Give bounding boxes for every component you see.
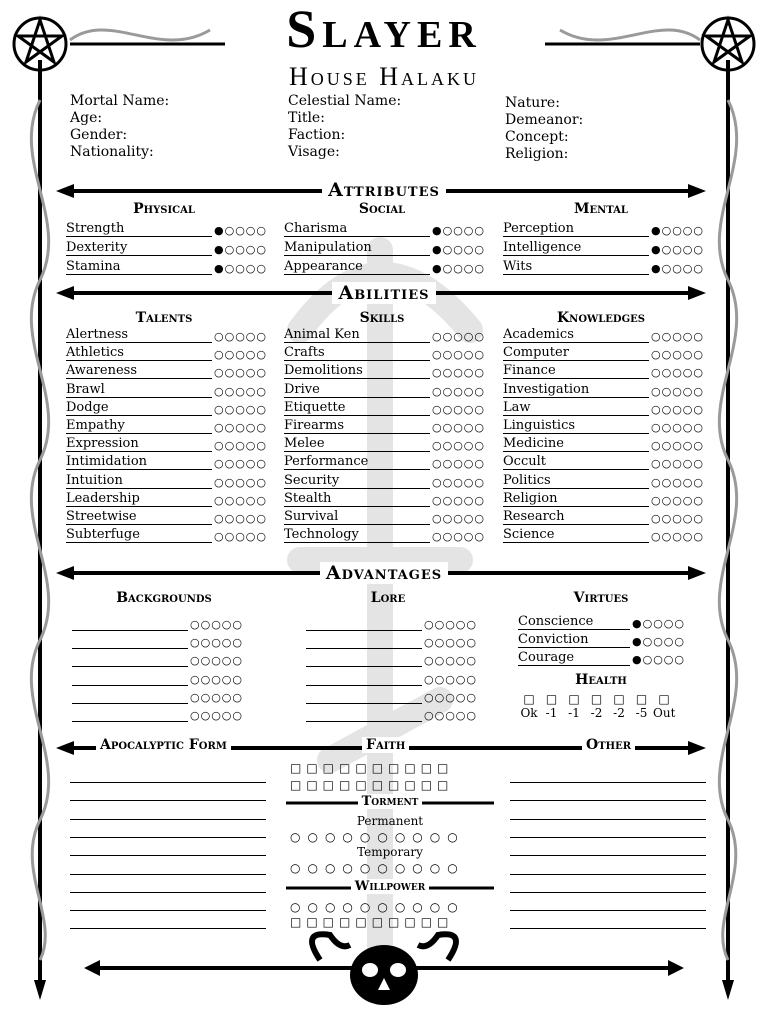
ability-drive-dots[interactable]: ○○○○○ xyxy=(432,384,485,398)
apocalyptic-form-line[interactable] xyxy=(70,874,266,875)
ability-etiquette-label: Etiquette xyxy=(284,401,430,416)
other-line[interactable] xyxy=(510,782,706,783)
ability-religion xyxy=(503,492,704,510)
attribute-strength xyxy=(66,222,267,240)
ability-animal-ken xyxy=(284,328,485,346)
health-checkbox[interactable]: □ xyxy=(613,692,625,706)
ability-brawl xyxy=(66,383,267,401)
ability-occult-dots[interactable]: ○○○○○ xyxy=(651,457,704,471)
attribute-strength-dots[interactable]: ●○○○○ xyxy=(214,224,267,237)
virtue-conviction xyxy=(518,633,685,651)
virtue-conscience-label: Conscience xyxy=(518,615,630,630)
ability-etiquette-dots[interactable]: ○○○○○ xyxy=(432,402,485,416)
attribute-manipulation xyxy=(284,241,485,259)
attribute-intelligence xyxy=(503,241,704,259)
ability-religion-label: Religion xyxy=(503,492,649,507)
attribute-intelligence-dots[interactable]: ●○○○○ xyxy=(651,243,704,256)
ability-etiquette xyxy=(284,401,485,419)
health-level-label: -1 xyxy=(545,706,558,720)
health-level-label: -1 xyxy=(568,706,580,720)
ability-technology-label: Technology xyxy=(284,528,430,543)
ability-expression-dots[interactable]: ○○○○○ xyxy=(214,439,267,453)
ability-subterfuge-label: Subterfuge xyxy=(66,528,212,543)
other-line[interactable] xyxy=(510,910,706,911)
ability-survival-dots[interactable]: ○○○○○ xyxy=(432,512,485,525)
ability-stealth xyxy=(284,492,485,510)
ability-intimidation xyxy=(66,455,267,473)
virtue-courage-label: Courage xyxy=(518,651,630,666)
ability-politics-label: Politics xyxy=(503,474,649,489)
ability-intimidation-dots[interactable]: ○○○○○ xyxy=(214,457,267,471)
lore-dots[interactable]: ○○○○○ xyxy=(424,709,477,722)
torment-permanent-circles[interactable]: ○○○○○○○○○○ xyxy=(290,830,465,844)
ability-academics xyxy=(503,328,704,346)
ability-animal-ken-dots[interactable]: ○○○○○ xyxy=(432,330,485,343)
sheet-title: Slayer xyxy=(286,0,482,59)
ability-linguistics xyxy=(503,419,704,437)
virtues-heading: Virtues xyxy=(573,590,629,606)
ability-academics-label: Academics xyxy=(503,328,649,343)
talents-heading: Talents xyxy=(135,310,193,326)
health-checkbox[interactable]: □ xyxy=(590,692,603,706)
other-line[interactable] xyxy=(510,819,706,820)
ability-medicine xyxy=(503,437,704,455)
ability-intuition xyxy=(66,474,267,492)
attribute-charisma-label: Charisma xyxy=(284,222,430,237)
ability-medicine-label: Medicine xyxy=(503,437,649,452)
torment-temporary-circles[interactable]: ○○○○○○○○○○ xyxy=(290,861,465,875)
attribute-appearance xyxy=(284,260,485,278)
attribute-dexterity xyxy=(66,241,267,259)
attribute-dexterity-dots[interactable]: ●○○○○ xyxy=(214,243,267,256)
ability-animal-ken-label: Animal Ken xyxy=(284,328,430,343)
backgrounds-line[interactable] xyxy=(72,652,188,667)
ability-law-label: Law xyxy=(503,401,649,416)
ability-dodge-label: Dodge xyxy=(66,401,212,416)
ability-empathy-label: Empathy xyxy=(66,419,212,434)
ability-science xyxy=(503,528,704,546)
virtue-courage xyxy=(518,651,685,669)
ability-academics-dots[interactable]: ○○○○○ xyxy=(651,330,704,343)
ability-subterfuge-dots[interactable]: ○○○○○ xyxy=(214,530,267,544)
ability-research-label: Research xyxy=(503,510,649,525)
apocalyptic-form-line[interactable] xyxy=(70,892,266,893)
ability-performance xyxy=(284,455,485,473)
ability-demolitions-dots[interactable]: ○○○○○ xyxy=(432,366,485,380)
attribute-stamina-dots[interactable]: ●○○○○ xyxy=(214,262,267,275)
ability-alertness-dots[interactable]: ○○○○○ xyxy=(214,330,267,343)
concept-label: Concept: xyxy=(505,129,569,145)
backgrounds-dots[interactable]: ○○○○○ xyxy=(190,636,243,650)
other-line[interactable] xyxy=(510,892,706,893)
torment-heading: Torment xyxy=(286,794,494,809)
other-line[interactable] xyxy=(510,874,706,875)
ability-law-dots[interactable]: ○○○○○ xyxy=(651,402,704,416)
ability-alertness xyxy=(66,328,267,346)
attribute-charisma xyxy=(284,222,485,240)
health-level[interactable] xyxy=(653,692,675,720)
backgrounds-dots[interactable]: ○○○○○ xyxy=(190,672,243,686)
lore-line[interactable] xyxy=(306,634,422,649)
health-level[interactable] xyxy=(563,692,585,720)
ability-linguistics-dots[interactable]: ○○○○○ xyxy=(651,421,704,434)
ability-occult xyxy=(503,455,704,473)
attribute-stamina xyxy=(66,260,267,278)
ability-melee xyxy=(284,437,485,455)
other-heading: Other xyxy=(582,737,635,753)
ability-awareness xyxy=(66,364,267,382)
ability-brawl-label: Brawl xyxy=(66,383,212,398)
ability-crafts xyxy=(284,346,485,364)
info-column-3 xyxy=(505,95,583,163)
nationality-label: Nationality: xyxy=(70,144,154,160)
health-level-label: -5 xyxy=(635,706,648,720)
ability-expression-label: Expression xyxy=(66,437,212,452)
lore-heading: Lore xyxy=(370,590,406,606)
ability-linguistics-label: Linguistics xyxy=(503,419,649,434)
ability-drive-label: Drive xyxy=(284,383,430,398)
ability-technology-dots[interactable]: ○○○○○ xyxy=(432,530,485,544)
ability-crafts-dots[interactable]: ○○○○○ xyxy=(432,348,485,362)
ability-medicine-dots[interactable]: ○○○○○ xyxy=(651,439,704,453)
attribute-strength-label: Strength xyxy=(66,222,212,237)
health-level[interactable] xyxy=(586,692,608,720)
ability-dodge-dots[interactable]: ○○○○○ xyxy=(214,402,267,416)
ability-intuition-dots[interactable]: ○○○○○ xyxy=(214,475,267,489)
health-checkbox[interactable]: □ xyxy=(635,692,648,706)
attribute-appearance-label: Appearance xyxy=(284,260,430,275)
apocalyptic-form-line[interactable] xyxy=(70,819,266,820)
ability-firearms-dots[interactable]: ○○○○○ xyxy=(432,421,485,434)
gender-label: Gender: xyxy=(70,127,128,143)
attribute-stamina-label: Stamina xyxy=(66,260,212,275)
skills-heading: Skills xyxy=(359,310,405,326)
ability-science-label: Science xyxy=(503,528,649,543)
virtue-courage-dots[interactable]: ●○○○○ xyxy=(632,653,685,667)
backgrounds-dots[interactable]: ○○○○○ xyxy=(190,654,243,668)
info-column-1 xyxy=(70,93,169,161)
mental-heading: Mental xyxy=(574,201,628,217)
attribute-perception-dots[interactable]: ●○○○○ xyxy=(651,224,704,237)
ability-research-dots[interactable]: ○○○○○ xyxy=(651,512,704,525)
ability-awareness-label: Awareness xyxy=(66,364,212,379)
virtue-conscience-dots[interactable]: ●○○○○ xyxy=(632,617,685,630)
health-checkbox[interactable]: □ xyxy=(568,692,580,706)
ability-dodge xyxy=(66,401,267,419)
ability-awareness-dots[interactable]: ○○○○○ xyxy=(214,366,267,380)
ability-survival-label: Survival xyxy=(284,510,430,525)
ability-streetwise-label: Streetwise xyxy=(66,510,212,525)
ability-science-dots[interactable]: ○○○○○ xyxy=(651,530,704,544)
health-level-label: -2 xyxy=(590,706,603,720)
ability-drive xyxy=(284,383,485,401)
health-level[interactable] xyxy=(631,692,653,720)
ability-performance-dots[interactable]: ○○○○○ xyxy=(432,457,485,471)
lore-dots[interactable]: ○○○○○ xyxy=(424,672,477,686)
ability-intimidation-label: Intimidation xyxy=(66,455,212,470)
ability-alertness-label: Alertness xyxy=(66,328,212,343)
attribute-wits xyxy=(503,260,704,278)
ability-investigation-label: Investigation xyxy=(503,383,649,398)
ability-investigation-dots[interactable]: ○○○○○ xyxy=(651,384,704,398)
social-heading: Social xyxy=(358,201,406,217)
ability-subterfuge xyxy=(66,528,267,546)
willpower-temporary-boxes[interactable]: □□□□□□□□□□ xyxy=(290,915,454,929)
backgrounds-line[interactable] xyxy=(72,634,188,649)
ability-intuition-label: Intuition xyxy=(66,474,212,489)
ability-expression xyxy=(66,437,267,455)
ability-athletics-label: Athletics xyxy=(66,346,212,361)
backgrounds-dots[interactable]: ○○○○○ xyxy=(190,709,243,722)
health-checkbox[interactable]: □ xyxy=(545,692,558,706)
visage-label: Visage: xyxy=(288,144,340,160)
ability-finance-dots[interactable]: ○○○○○ xyxy=(651,366,704,380)
ability-streetwise xyxy=(66,510,267,528)
lore-line[interactable] xyxy=(306,652,422,667)
attributes-banner: Attributes xyxy=(0,178,768,202)
faction-label: Faction: xyxy=(288,127,346,143)
backgrounds-line[interactable] xyxy=(72,689,188,704)
permanent-label: Permanent xyxy=(356,814,424,828)
attribute-perception xyxy=(503,222,704,240)
willpower-heading: Willpower xyxy=(286,879,494,894)
apocalyptic-form-line[interactable] xyxy=(70,910,266,911)
ability-demolitions-label: Demolitions xyxy=(284,364,430,379)
lore-line[interactable] xyxy=(306,689,422,704)
attribute-charisma-dots[interactable]: ●○○○○ xyxy=(432,224,485,237)
health-heading: Health xyxy=(575,672,627,688)
ability-religion-dots[interactable]: ○○○○○ xyxy=(651,493,704,507)
apocalyptic-form-line[interactable] xyxy=(70,855,266,856)
faith-boxes-row-1[interactable]: □□□□□□□□□□ xyxy=(290,761,454,775)
health-checkbox[interactable]: □ xyxy=(658,692,670,706)
ability-leadership-dots[interactable]: ○○○○○ xyxy=(214,493,267,507)
physical-heading: Physical xyxy=(133,201,195,217)
ability-firearms-label: Firearms xyxy=(284,419,430,434)
attribute-appearance-dots[interactable]: ●○○○○ xyxy=(432,262,485,275)
ability-stealth-label: Stealth xyxy=(284,492,430,507)
health-level-label: Out xyxy=(653,706,676,720)
ability-leadership xyxy=(66,492,267,510)
backgrounds-dots[interactable]: ○○○○○ xyxy=(190,618,243,631)
attribute-dexterity-label: Dexterity xyxy=(66,241,212,256)
ability-computer-label: Computer xyxy=(503,346,649,361)
ability-occult-label: Occult xyxy=(503,455,649,470)
virtue-conscience xyxy=(518,615,685,633)
other-line[interactable] xyxy=(510,928,706,929)
ability-brawl-dots[interactable]: ○○○○○ xyxy=(214,384,267,398)
attribute-perception-label: Perception xyxy=(503,222,649,237)
ability-security xyxy=(284,474,485,492)
faith-heading: Faith xyxy=(362,737,409,753)
abilities-banner: Abilities xyxy=(0,281,768,305)
attribute-manipulation-label: Manipulation xyxy=(284,241,430,256)
backgrounds-dots[interactable]: ○○○○○ xyxy=(190,690,243,704)
temporary-label: Temporary xyxy=(357,845,423,859)
apocalyptic-form-line[interactable] xyxy=(70,782,266,783)
info-column-2 xyxy=(288,93,401,161)
ability-streetwise-dots[interactable]: ○○○○○ xyxy=(214,512,267,525)
ability-research xyxy=(503,510,704,528)
ability-security-dots[interactable]: ○○○○○ xyxy=(432,475,485,489)
ability-law xyxy=(503,401,704,419)
mortal-name-label: Mortal Name: xyxy=(70,93,170,109)
lore-line[interactable] xyxy=(306,671,422,686)
ability-leadership-label: Leadership xyxy=(66,492,212,507)
age-label: Age: xyxy=(70,110,103,126)
ability-empathy-dots[interactable]: ○○○○○ xyxy=(214,421,267,434)
virtue-conviction-dots[interactable]: ●○○○○ xyxy=(632,635,685,649)
health-checkbox[interactable]: □ xyxy=(523,692,535,706)
other-line[interactable] xyxy=(510,837,706,838)
ability-melee-label: Melee xyxy=(284,437,430,452)
ability-firearms xyxy=(284,419,485,437)
ability-empathy xyxy=(66,419,267,437)
willpower-permanent-circles[interactable]: ○○○○○○○○○○ xyxy=(290,900,465,914)
apocalyptic-form-line[interactable] xyxy=(70,800,266,801)
attribute-wits-label: Wits xyxy=(503,260,649,275)
religion-label: Religion: xyxy=(505,146,569,162)
attribute-intelligence-label: Intelligence xyxy=(503,241,649,256)
lore-dots[interactable]: ○○○○○ xyxy=(424,690,477,704)
demeanor-label: Demeanor: xyxy=(505,112,584,128)
nature-label: Nature: xyxy=(505,95,560,111)
backgrounds-line[interactable] xyxy=(72,707,188,722)
ability-finance-label: Finance xyxy=(503,364,649,379)
lore-line[interactable] xyxy=(306,707,422,722)
celestial-name-label: Celestial Name: xyxy=(288,93,402,109)
ability-performance-label: Performance xyxy=(284,455,430,470)
attribute-manipulation-dots[interactable]: ●○○○○ xyxy=(432,243,485,256)
apocalyptic-form-line[interactable] xyxy=(70,837,266,838)
lore-dots[interactable]: ○○○○○ xyxy=(424,654,477,668)
apocalyptic-form-line[interactable] xyxy=(70,928,266,929)
advantages-banner: Advantages xyxy=(0,561,768,585)
health-level[interactable] xyxy=(541,692,563,720)
ability-politics-dots[interactable]: ○○○○○ xyxy=(651,475,704,489)
sheet-subtitle: House Halaku xyxy=(288,62,480,91)
title-label: Title: xyxy=(288,110,325,126)
ability-computer-dots[interactable]: ○○○○○ xyxy=(651,348,704,362)
ability-politics xyxy=(503,474,704,492)
ability-melee-dots[interactable]: ○○○○○ xyxy=(432,439,485,453)
lore-line[interactable] xyxy=(306,616,422,631)
backgrounds-heading: Backgrounds xyxy=(116,590,212,606)
backgrounds-line[interactable] xyxy=(72,616,188,631)
faith-boxes-row-2[interactable]: □□□□□□□□□□ xyxy=(290,778,454,792)
health-level[interactable] xyxy=(518,692,540,720)
ability-athletics xyxy=(66,346,267,364)
ability-survival xyxy=(284,510,485,528)
knowledges-heading: Knowledges xyxy=(557,310,645,326)
apocalyptic-form-heading: Apocalyptic Form xyxy=(96,737,231,753)
other-line[interactable] xyxy=(510,800,706,801)
health-level[interactable] xyxy=(608,692,630,720)
ability-security-label: Security xyxy=(284,474,430,489)
health-level-label: -2 xyxy=(613,706,625,720)
lore-dots[interactable]: ○○○○○ xyxy=(424,618,477,631)
ability-demolitions xyxy=(284,364,485,382)
lore-dots[interactable]: ○○○○○ xyxy=(424,636,477,650)
ability-crafts-label: Crafts xyxy=(284,346,430,361)
ability-technology xyxy=(284,528,485,546)
attribute-wits-dots[interactable]: ●○○○○ xyxy=(651,262,704,275)
health-level-label: Ok xyxy=(520,706,538,720)
ability-finance xyxy=(503,364,704,382)
other-line[interactable] xyxy=(510,855,706,856)
ability-computer xyxy=(503,346,704,364)
ability-stealth-dots[interactable]: ○○○○○ xyxy=(432,493,485,507)
ability-investigation xyxy=(503,383,704,401)
backgrounds-line[interactable] xyxy=(72,671,188,686)
ability-athletics-dots[interactable]: ○○○○○ xyxy=(214,348,267,362)
virtue-conviction-label: Conviction xyxy=(518,633,630,648)
